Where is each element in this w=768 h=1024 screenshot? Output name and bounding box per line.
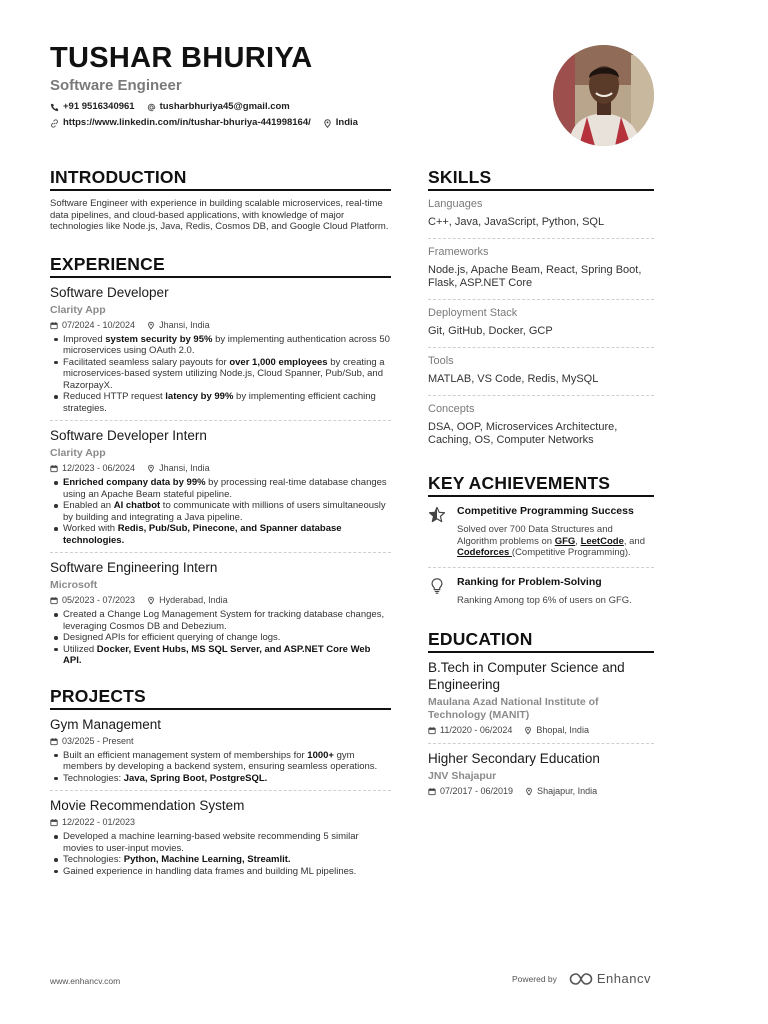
experience-list bbox=[50, 278, 391, 673]
company-name: Microsoft bbox=[50, 579, 98, 591]
date-range bbox=[50, 320, 135, 331]
entry-meta bbox=[50, 463, 391, 474]
phone-text: +91 9516340961 bbox=[63, 101, 135, 112]
skill-label: Concepts bbox=[428, 403, 475, 415]
enhancv-brand-text: Enhancv bbox=[596, 971, 651, 986]
entry-meta bbox=[50, 736, 391, 747]
skill-values: C++, Java, JavaScript, Python, SQL bbox=[428, 216, 605, 228]
enhancv-logo-icon bbox=[569, 972, 593, 986]
bullet-highlight: Java, Spring Boot, PostgreSQL. bbox=[123, 772, 268, 784]
calendar-icon bbox=[50, 737, 58, 746]
gfg-link[interactable]: GFG bbox=[554, 535, 576, 547]
bullet-highlight: AI chatbot bbox=[113, 500, 161, 511]
entry-meta bbox=[428, 725, 654, 736]
bullet-item bbox=[50, 523, 391, 546]
calendar-icon bbox=[50, 464, 58, 473]
bullet-list bbox=[50, 750, 391, 785]
entry-meta bbox=[50, 595, 391, 606]
bullet-list bbox=[50, 334, 391, 415]
project-entry bbox=[50, 791, 391, 883]
email-contact[interactable] bbox=[147, 101, 290, 113]
bullet-text: Technologies: bbox=[63, 772, 124, 784]
date-range bbox=[428, 725, 512, 736]
contact-row-1 bbox=[50, 101, 530, 113]
bullet-text: Facilitated seamless salary payouts for bbox=[63, 356, 230, 368]
bullet-text: Utilized bbox=[63, 643, 97, 655]
bullet-item bbox=[50, 750, 391, 773]
bullet-item bbox=[50, 831, 391, 854]
bullet-item bbox=[50, 609, 391, 632]
date-text: 12/2022 - 01/2023 bbox=[62, 817, 136, 827]
education-list bbox=[428, 653, 654, 804]
footer-powered-by bbox=[512, 971, 651, 986]
date-range bbox=[50, 736, 134, 747]
skill-values: Git, GitHub, Docker, GCP bbox=[428, 325, 553, 337]
location-pin-icon bbox=[524, 726, 532, 735]
location-pin-icon bbox=[525, 787, 533, 796]
skills-list bbox=[428, 191, 654, 456]
date-text: 07/2017 - 06/2019 bbox=[440, 786, 514, 796]
bullet-item bbox=[50, 500, 391, 523]
project-name: Gym Management bbox=[50, 716, 162, 732]
bullet-item bbox=[50, 773, 391, 785]
calendar-icon bbox=[428, 787, 436, 796]
bullet-highlight: over 1,000 employees bbox=[229, 356, 328, 368]
skill-group bbox=[428, 396, 654, 456]
projects-heading: PROJECTS bbox=[50, 686, 391, 710]
location-text: India bbox=[335, 117, 358, 128]
entry-location bbox=[147, 320, 210, 331]
right-column bbox=[428, 167, 654, 804]
experience-entry bbox=[50, 421, 391, 553]
entry-location bbox=[525, 786, 597, 797]
codeforces-link[interactable]: Codeforces bbox=[457, 547, 512, 558]
job-role: Software Developer Intern bbox=[50, 428, 207, 443]
bullet-text: Built an efficient management system of memberships for bbox=[63, 749, 308, 761]
footer-site-link[interactable]: www.enhancv.com bbox=[50, 976, 121, 986]
achievements-list bbox=[428, 497, 654, 614]
bullet-list bbox=[50, 831, 391, 877]
skills-heading: SKILLS bbox=[428, 167, 654, 191]
projects-list bbox=[50, 710, 391, 884]
entry-meta bbox=[428, 786, 654, 797]
location-text: Shajapur, India bbox=[537, 786, 598, 796]
skill-label: Deployment Stack bbox=[428, 307, 518, 319]
achievement-desc: Solved over 700 Data Structures and Algorithm problems on GFG, LeetCode, and Codeforces (Competitive Programming). bbox=[457, 524, 645, 558]
experience-heading: EXPERIENCE bbox=[50, 254, 391, 278]
degree-name: B.Tech in Computer Science and Engineering bbox=[428, 660, 625, 692]
bullet-text: Developed a machine learning-based website recommending 5 similar movies to user-input movies. bbox=[63, 831, 359, 854]
bullet-text: by implementing authentication across 50 microservices using OAuth 2.0. bbox=[63, 333, 390, 356]
email-text: tusharbhuriya45@gmail.com bbox=[159, 101, 290, 112]
company-name: Clarity App bbox=[50, 303, 106, 316]
bullet-item bbox=[50, 866, 391, 878]
experience-entry bbox=[50, 278, 391, 422]
skill-label: Tools bbox=[428, 355, 454, 367]
bullet-text: Technologies: bbox=[63, 854, 124, 865]
location-text: Jhansi, India bbox=[159, 463, 210, 473]
phone-icon bbox=[50, 103, 59, 112]
skill-label: Frameworks bbox=[428, 246, 489, 258]
bullet-highlight: Docker, Event Hubs, MS SQL Server, and ASP.NET Core Web API. bbox=[63, 643, 371, 666]
achievement-item bbox=[428, 568, 654, 615]
achievement-title: Competitive Programming Success bbox=[457, 505, 634, 517]
location-pin-icon bbox=[147, 464, 155, 473]
lightbulb-icon bbox=[428, 576, 448, 607]
location-pin-icon bbox=[147, 321, 155, 330]
date-range bbox=[428, 786, 513, 797]
introduction-heading: INTRODUCTION bbox=[50, 167, 391, 191]
location-pin-icon bbox=[147, 596, 155, 605]
achievement-desc: Ranking Among top 6% of users on GFG. bbox=[457, 594, 632, 606]
calendar-icon bbox=[50, 818, 58, 827]
calendar-icon bbox=[50, 596, 58, 605]
bullet-highlight: latency by 99% bbox=[165, 391, 234, 402]
location-text: Bhopal, India bbox=[536, 725, 589, 735]
location-pin-icon bbox=[323, 119, 332, 128]
skill-group bbox=[428, 348, 654, 396]
bullet-text: Enabled an bbox=[63, 500, 114, 511]
bullet-text: Worked with bbox=[63, 523, 118, 534]
bullet-item bbox=[50, 334, 391, 357]
job-role: Software Developer bbox=[50, 284, 169, 300]
powered-by-text: Powered by bbox=[512, 973, 557, 984]
achievement-title: Ranking for Problem-Solving bbox=[457, 575, 602, 588]
entry-meta bbox=[50, 320, 391, 331]
date-text: 03/2025 - Present bbox=[62, 735, 134, 746]
skill-label: Languages bbox=[428, 198, 483, 210]
bullet-text: Designed APIs for efficient querying of change logs. bbox=[63, 632, 281, 643]
bullet-item bbox=[50, 357, 391, 392]
date-text: 11/2020 - 06/2024 bbox=[440, 725, 513, 735]
school-name: Maulana Azad National Institute of Technology (MANIT) bbox=[428, 696, 599, 721]
bullet-list bbox=[50, 477, 391, 546]
bullet-text: Reduced HTTP request bbox=[63, 391, 166, 402]
degree-name: Higher Secondary Education bbox=[428, 751, 600, 766]
bullet-text: Gained experience in handling data frames and building ML pipelines. bbox=[63, 865, 357, 877]
skill-values: MATLAB, VS Code, Redis, MySQL bbox=[428, 373, 599, 385]
date-range bbox=[50, 817, 135, 828]
bullet-item bbox=[50, 632, 391, 644]
job-role: Software Engineering Intern bbox=[50, 560, 218, 575]
bullet-highlight: Python, Machine Learning, Streamlit. bbox=[123, 854, 291, 865]
skill-group bbox=[428, 191, 654, 239]
contact-row-2 bbox=[50, 117, 530, 129]
entry-meta bbox=[50, 817, 391, 828]
bullet-text: Created a Change Log Management System for tracking database changes, leveraging Cosmos DB and Debezium. bbox=[63, 609, 385, 632]
date-text: 12/2023 - 06/2024 bbox=[62, 463, 136, 473]
achievements-heading: KEY ACHIEVEMENTS bbox=[428, 473, 654, 497]
linkedin-contact[interactable] bbox=[50, 117, 311, 129]
candidate-name: TUSHAR BHURIYA bbox=[50, 42, 313, 74]
bullet-text: by processing real-time database changes using an Apache Beam stateful pipeline. bbox=[63, 477, 387, 500]
phone-contact[interactable] bbox=[50, 101, 135, 113]
bullet-text: by creating a microservices-based system utilizing Node.js, Cloud Spanner, Pub/Sub, and RazorpayX. bbox=[63, 356, 385, 391]
bullet-highlight: 1000+ bbox=[307, 749, 334, 761]
education-entry bbox=[428, 653, 654, 744]
bullet-item bbox=[50, 477, 391, 500]
bullet-highlight: Redis, Pub/Sub, Pinecone, and Spanner database technologies. bbox=[63, 523, 342, 546]
achievement-item bbox=[428, 497, 654, 568]
bullet-text: gym members by developing a backend system, ensuring seamless operations. bbox=[63, 749, 378, 772]
bullet-text: Improved bbox=[63, 333, 106, 345]
enhancv-logo[interactable] bbox=[569, 971, 651, 986]
profile-photo bbox=[553, 45, 654, 146]
star-icon bbox=[428, 505, 448, 559]
entry-location bbox=[147, 595, 228, 606]
candidate-title: Software Engineer bbox=[50, 77, 182, 94]
skill-values: DSA, OOP, Microservices Architecture, Caching, OS, Computer Networks bbox=[428, 421, 618, 446]
bullet-highlight: system security by 95% bbox=[105, 333, 213, 345]
location-contact bbox=[323, 117, 358, 129]
date-range bbox=[50, 595, 135, 606]
skill-values: Node.js, Apache Beam, React, Spring Boot, Flask, ASP.NET Core bbox=[428, 264, 642, 289]
date-text: 05/2023 - 07/2023 bbox=[62, 595, 136, 605]
bullet-item bbox=[50, 854, 391, 866]
education-heading: EDUCATION bbox=[428, 629, 654, 653]
calendar-icon bbox=[428, 726, 436, 735]
entry-location bbox=[147, 463, 210, 474]
entry-location bbox=[524, 725, 589, 736]
school-name: JNV Shajapur bbox=[428, 770, 497, 782]
bullet-list bbox=[50, 609, 391, 667]
link-icon bbox=[50, 119, 59, 128]
bullet-item bbox=[50, 644, 391, 667]
skill-group bbox=[428, 239, 654, 300]
location-text: Hyderabad, India bbox=[159, 595, 228, 605]
project-name: Movie Recommendation System bbox=[50, 798, 245, 813]
resume-header bbox=[50, 42, 530, 129]
at-icon bbox=[147, 103, 156, 112]
experience-entry bbox=[50, 553, 391, 673]
calendar-icon bbox=[50, 321, 58, 330]
location-text: Jhansi, India bbox=[159, 319, 210, 330]
bullet-text: by implementing efficient caching strategies. bbox=[63, 391, 376, 414]
left-column bbox=[50, 167, 391, 883]
bullet-text: to communicate with millions of users simultaneously by building and integrating a Java pipeline. bbox=[63, 500, 386, 523]
education-entry bbox=[428, 744, 654, 804]
date-range bbox=[50, 463, 135, 474]
leetcode-link[interactable]: LeetCode bbox=[580, 535, 624, 547]
introduction-text: Software Engineer with experience in building scalable microservices, real-time data pipelines, and cloud-based applications, with knowledge of major technologies like Node.js, Java, Redis, Cosmos DB, and Google Cloud Platform. bbox=[50, 198, 389, 232]
skill-group bbox=[428, 300, 654, 348]
date-text: 07/2024 - 10/2024 bbox=[62, 319, 136, 330]
bullet-item bbox=[50, 391, 391, 414]
bullet-highlight: Enriched company data by 99% bbox=[63, 477, 206, 488]
company-name: Clarity App bbox=[50, 447, 106, 459]
linkedin-text: https://www.linkedin.com/in/tushar-bhuriya-441998164/ bbox=[63, 117, 311, 128]
project-entry bbox=[50, 710, 391, 792]
